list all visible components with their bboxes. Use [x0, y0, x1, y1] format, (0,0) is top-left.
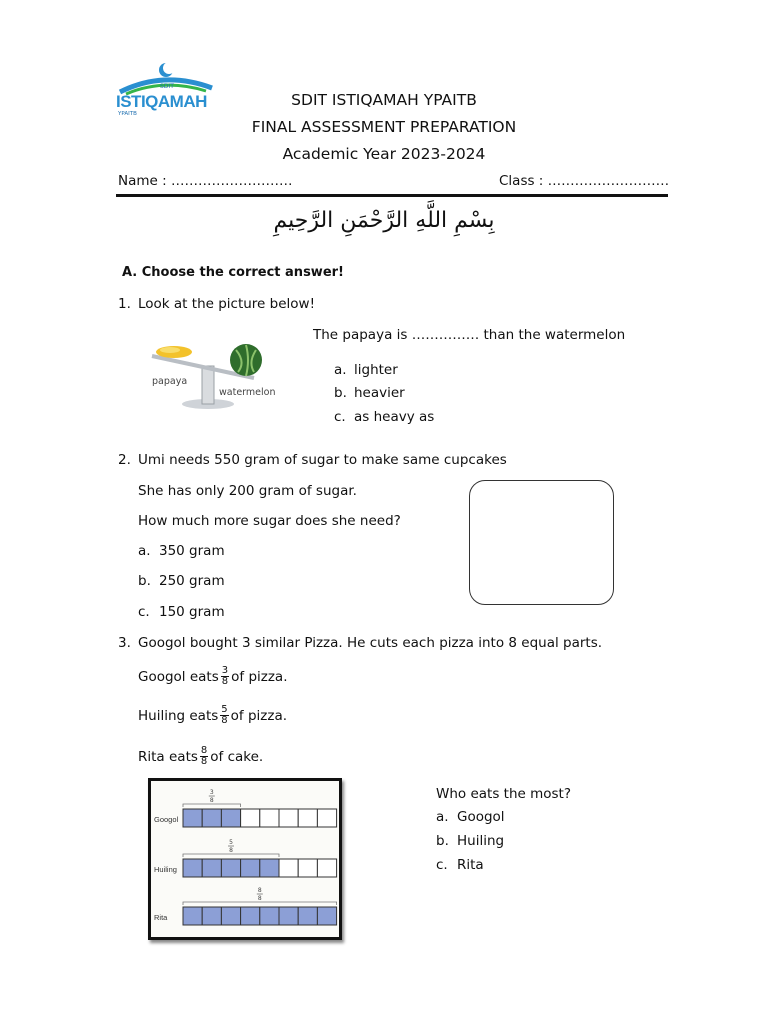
bar-cell-huiling [260, 859, 279, 877]
q2-number: 2. [118, 452, 131, 468]
bar-cell-googol [221, 809, 240, 827]
bar-cell-rita [260, 907, 279, 925]
bar-cell-rita [241, 907, 260, 925]
option-text: as heavy as [354, 409, 435, 425]
basmalah: بِسْمِ اللَّهِ الرَّحْمَنِ الرَّحِيمِ [273, 208, 495, 233]
bar-cell-rita [317, 907, 336, 925]
bar-cell-huiling [183, 859, 202, 877]
label-papaya: papaya [152, 376, 188, 387]
q1-number: 1. [118, 296, 131, 312]
option-letter: a. [334, 362, 347, 378]
option-text: Googol [457, 809, 505, 825]
class-field-label: Class : ……………………… [499, 173, 670, 189]
q3-huiling-line [138, 701, 287, 731]
bar-label-googol: Googol [154, 815, 179, 824]
option-letter: a. [138, 543, 151, 559]
huiling-pre: Huiling eats [138, 708, 219, 724]
option-text: Rita [457, 857, 484, 873]
huiling-post: of pizza. [230, 708, 288, 724]
fraction-denominator: 8 [221, 675, 229, 687]
bar-cell-rita [183, 907, 202, 925]
huiling-fraction [220, 705, 228, 726]
googol-pre: Googol eats [138, 669, 219, 685]
document-title: FINAL ASSESSMENT PREPARATION [251, 118, 517, 136]
bar-fraction-denominator: 8 [209, 797, 214, 804]
q2-line1: Umi needs 550 gram of sugar to make same cupcakes [138, 452, 507, 468]
fraction-denominator: 8 [221, 714, 228, 726]
option-letter: b. [138, 573, 151, 589]
bar-fraction-denominator: 8 [257, 895, 262, 902]
bar-cell-huiling [241, 859, 260, 877]
bar-cell-huiling [279, 859, 298, 877]
q3-line1: Googol bought 3 similar Pizza. He cuts each pizza into 8 equal parts. [138, 635, 603, 651]
q2-line3: How much more sugar does she need? [138, 513, 401, 529]
option-letter: a. [436, 809, 449, 825]
bar-cell-googol [183, 809, 202, 827]
academic-year: Academic Year 2023-2024 [282, 145, 486, 163]
logo-small-bottom: YPAITB [118, 111, 137, 117]
bar-bracket [183, 902, 337, 905]
header-divider [116, 194, 668, 197]
q2-option-c[interactable] [138, 604, 225, 620]
option-letter: c. [436, 857, 448, 873]
rita-post: of cake. [210, 749, 264, 765]
option-letter: b. [334, 385, 347, 401]
bar-label-rita: Rita [154, 913, 168, 922]
q1-option-b[interactable] [334, 385, 405, 401]
q3-number: 3. [118, 635, 131, 651]
bar-fraction-numerator: 3 [209, 789, 214, 796]
q3-option-c[interactable] [436, 857, 484, 873]
q2-line2: She has only 200 gram of sugar. [138, 483, 357, 499]
bar-cell-rita [279, 907, 298, 925]
bar-fraction-numerator: 5 [229, 839, 233, 846]
bar-cell-googol [202, 809, 221, 827]
bar-cell-googol [317, 809, 336, 827]
name-field-label: Name : ……………………… [118, 173, 293, 189]
q1-option-a[interactable] [334, 362, 398, 378]
bar-bracket [183, 804, 241, 807]
bar-cell-googol [279, 809, 298, 827]
q3-option-a[interactable] [436, 809, 505, 825]
q1-option-c[interactable] [334, 409, 434, 425]
bar-cell-googol [298, 809, 317, 827]
bar-cell-huiling [221, 859, 240, 877]
option-letter: c. [334, 409, 346, 425]
fraction-denominator: 8 [200, 755, 208, 767]
bar-cell-rita [202, 907, 221, 925]
fraction-bars-picture [148, 778, 342, 940]
section-title: A. Choose the correct answer! [122, 265, 344, 280]
school-name: SDIT ISTIQAMAH YPAITB [291, 91, 477, 109]
option-letter: c. [138, 604, 150, 620]
school-logo [116, 58, 216, 120]
googol-post: of pizza. [231, 669, 288, 685]
bar-cell-rita [298, 907, 317, 925]
bar-fraction-denominator: 8 [229, 847, 233, 854]
q3-rita-line [138, 742, 263, 772]
logo-small-top: SDIT [160, 83, 174, 90]
label-watermelon: watermelon [219, 387, 276, 398]
q1-statement: The papaya is …………… than the watermelon [313, 327, 626, 343]
rita-pre: Rita eats [138, 749, 198, 765]
option-text: heavier [354, 385, 405, 401]
bar-bracket [183, 854, 279, 857]
bar-cell-googol [241, 809, 260, 827]
q2-option-a[interactable] [138, 543, 225, 559]
bar-cell-huiling [317, 859, 336, 877]
bar-label-huiling: Huiling [154, 865, 177, 874]
rita-fraction [200, 746, 208, 767]
fraction-numerator: 5 [221, 703, 228, 715]
fraction-bars-svg [151, 781, 339, 937]
option-letter: b. [436, 833, 449, 849]
option-text: lighter [354, 362, 398, 378]
q3-googol-line [138, 662, 288, 692]
q2-answer-box[interactable] [469, 480, 614, 605]
q2-option-b[interactable] [138, 573, 225, 589]
q3-question: Who eats the most? [436, 786, 571, 802]
bar-cell-huiling [298, 859, 317, 877]
option-text: 350 gram [159, 543, 225, 559]
fraction-numerator: 3 [221, 664, 229, 676]
bar-fraction-numerator: 8 [257, 887, 262, 894]
option-text: 250 gram [159, 573, 225, 589]
bar-cell-googol [260, 809, 279, 827]
option-text: Huiling [457, 833, 505, 849]
fraction-numerator: 8 [200, 744, 208, 756]
option-text: 150 gram [159, 604, 225, 620]
bar-cell-huiling [202, 859, 221, 877]
logo-text: ISTIQAMAH [116, 92, 207, 111]
bar-cell-rita [221, 907, 240, 925]
q1-prompt: Look at the picture below! [138, 296, 315, 312]
scale-illustration [146, 340, 274, 412]
q3-option-b[interactable] [436, 833, 504, 849]
googol-fraction [221, 666, 229, 687]
